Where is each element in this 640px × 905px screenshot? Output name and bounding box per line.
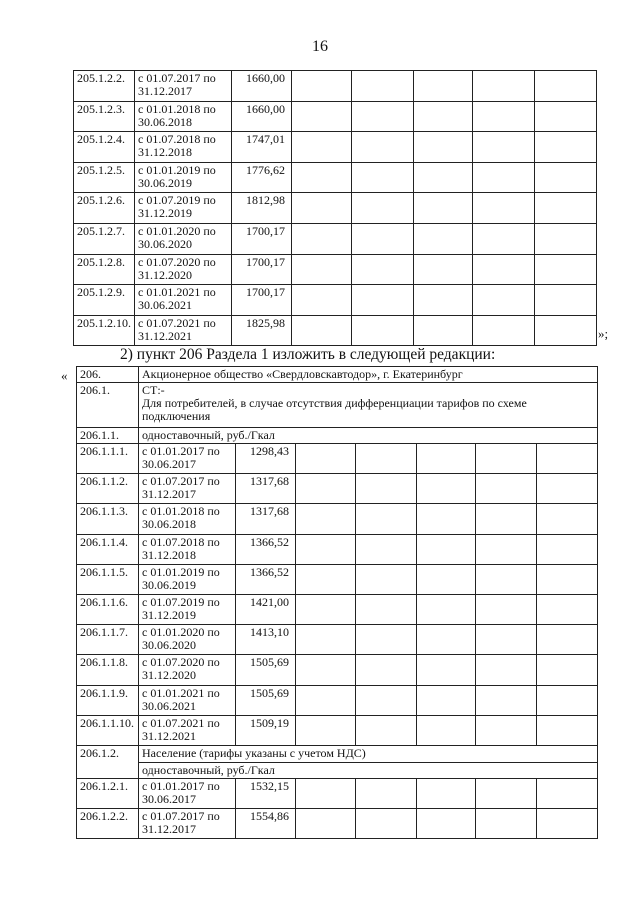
empty-cell bbox=[473, 193, 535, 224]
table-row bbox=[74, 101, 597, 132]
empty-cell bbox=[537, 778, 598, 808]
empty-cell bbox=[417, 625, 476, 655]
tariff-value: 1505,69 bbox=[236, 685, 296, 715]
tariff-table-206-body bbox=[77, 367, 598, 444]
empty-cell bbox=[296, 534, 356, 564]
table-row bbox=[77, 715, 598, 745]
row-code: 206.1.1.4. bbox=[77, 534, 139, 564]
empty-cell bbox=[356, 594, 417, 624]
table-row bbox=[74, 162, 597, 193]
empty-cell bbox=[476, 685, 537, 715]
empty-cell bbox=[476, 474, 537, 504]
empty-cell bbox=[292, 162, 352, 193]
table-row bbox=[77, 444, 598, 474]
empty-cell bbox=[356, 625, 417, 655]
empty-cell bbox=[476, 564, 537, 594]
tariff-group-label: СТ:- bbox=[142, 383, 165, 397]
empty-cell bbox=[417, 594, 476, 624]
empty-cell bbox=[476, 715, 537, 745]
empty-cell bbox=[356, 504, 417, 534]
empty-cell bbox=[535, 71, 597, 102]
empty-cell bbox=[414, 71, 473, 102]
empty-cell bbox=[356, 564, 417, 594]
empty-cell bbox=[535, 254, 597, 285]
closing-quote: »; bbox=[598, 326, 609, 341]
tariff-value: 1554,86 bbox=[236, 809, 296, 839]
empty-cell bbox=[292, 315, 352, 346]
table-row bbox=[74, 193, 597, 224]
empty-cell bbox=[473, 315, 535, 346]
population-label: Население (тарифы указаны с учетом НДС) bbox=[139, 746, 597, 763]
empty-cell bbox=[352, 101, 414, 132]
empty-cell bbox=[292, 101, 352, 132]
tariff-value: 1532,15 bbox=[236, 778, 296, 808]
empty-cell bbox=[414, 285, 473, 316]
empty-cell bbox=[537, 444, 598, 474]
tariff-value: 1317,68 bbox=[236, 474, 296, 504]
table-row bbox=[77, 474, 598, 504]
row-code: 206.1.1.8. bbox=[77, 655, 139, 685]
empty-cell bbox=[356, 534, 417, 564]
tariff-value: 1317,68 bbox=[236, 504, 296, 534]
empty-cell bbox=[417, 564, 476, 594]
row-code: 205.1.2.2. bbox=[74, 71, 135, 102]
empty-cell bbox=[292, 285, 352, 316]
empty-cell bbox=[476, 809, 537, 839]
section-206-1-2 bbox=[77, 745, 598, 778]
table-row bbox=[77, 809, 598, 839]
empty-cell bbox=[296, 809, 356, 839]
row-code: 205.1.2.6. bbox=[74, 193, 135, 224]
tariff-value: 1366,52 bbox=[236, 534, 296, 564]
empty-cell bbox=[296, 625, 356, 655]
tariff-value: 1421,00 bbox=[236, 594, 296, 624]
empty-cell bbox=[473, 71, 535, 102]
empty-cell bbox=[417, 534, 476, 564]
tariff-value: 1700,17 bbox=[232, 285, 292, 316]
empty-cell bbox=[537, 594, 598, 624]
row-code: 205.1.2.7. bbox=[74, 223, 135, 254]
period-cell: с 01.07.2017 по 31.12.2017 bbox=[135, 71, 232, 102]
table-row bbox=[74, 285, 597, 316]
tariff-value: 1509,19 bbox=[236, 715, 296, 745]
period-cell: с 01.01.2018 по 30.06.2018 bbox=[135, 101, 232, 132]
row-code: 206.1.1.5. bbox=[77, 564, 139, 594]
empty-cell bbox=[414, 193, 473, 224]
table-row bbox=[74, 223, 597, 254]
row-code: 205.1.2.10. bbox=[74, 315, 135, 346]
empty-cell bbox=[535, 223, 597, 254]
empty-cell bbox=[352, 223, 414, 254]
organization-name: Акционерное общество «Свердловскавтодор», г. Екатеринбург bbox=[139, 367, 598, 383]
tariff-table-205-body bbox=[74, 71, 597, 346]
empty-cell bbox=[352, 193, 414, 224]
row-code: 206.1.1.6. bbox=[77, 594, 139, 624]
row-code: 206.1.2.1. bbox=[77, 778, 139, 808]
table-row bbox=[77, 564, 598, 594]
empty-cell bbox=[414, 132, 473, 163]
table-row bbox=[77, 778, 598, 808]
empty-cell bbox=[537, 809, 598, 839]
empty-cell bbox=[296, 504, 356, 534]
empty-cell bbox=[473, 132, 535, 163]
period-cell: с 01.01.2019 по 30.06.2019 bbox=[139, 564, 236, 594]
period-cell: с 01.01.2021 по 30.06.2021 bbox=[135, 285, 232, 316]
empty-cell bbox=[476, 534, 537, 564]
empty-cell bbox=[537, 504, 598, 534]
period-cell: с 01.01.2017 по 30.06.2017 bbox=[139, 444, 236, 474]
tariff-table-205 bbox=[73, 70, 597, 346]
row-code: 206.1.2.2. bbox=[77, 809, 139, 839]
table-row-206-1 bbox=[77, 383, 598, 428]
tariff-value: 1298,43 bbox=[236, 444, 296, 474]
empty-cell bbox=[414, 223, 473, 254]
row-code: 206. bbox=[77, 367, 139, 383]
empty-cell bbox=[417, 715, 476, 745]
empty-cell bbox=[292, 193, 352, 224]
empty-cell bbox=[296, 778, 356, 808]
empty-cell bbox=[476, 655, 537, 685]
tariff-type: одноставочный, руб./Гкал bbox=[139, 428, 598, 444]
period-cell: с 01.01.2020 по 30.06.2020 bbox=[139, 625, 236, 655]
period-cell: с 01.07.2020 по 31.12.2020 bbox=[139, 655, 236, 685]
empty-cell bbox=[296, 594, 356, 624]
tariff-value: 1505,69 bbox=[236, 655, 296, 685]
empty-cell bbox=[537, 655, 598, 685]
period-cell: с 01.01.2020 по 30.06.2020 bbox=[135, 223, 232, 254]
empty-cell bbox=[476, 594, 537, 624]
row-code: 206.1.1. bbox=[77, 428, 139, 444]
table-row bbox=[77, 504, 598, 534]
empty-cell bbox=[473, 101, 535, 132]
table-row-206-1-2 bbox=[77, 745, 598, 778]
tariff-value: 1812,98 bbox=[232, 193, 292, 224]
tariff-table-206 bbox=[76, 366, 598, 839]
empty-cell bbox=[414, 315, 473, 346]
row-code: 206.1.1.1. bbox=[77, 444, 139, 474]
empty-cell bbox=[352, 285, 414, 316]
empty-cell bbox=[356, 685, 417, 715]
tariff-value: 1413,10 bbox=[236, 625, 296, 655]
empty-cell bbox=[535, 193, 597, 224]
empty-cell bbox=[473, 254, 535, 285]
empty-cell bbox=[417, 685, 476, 715]
empty-cell bbox=[296, 474, 356, 504]
empty-cell bbox=[352, 132, 414, 163]
table-row bbox=[74, 132, 597, 163]
empty-cell bbox=[535, 162, 597, 193]
period-cell: с 01.07.2018 по 31.12.2018 bbox=[135, 132, 232, 163]
empty-cell bbox=[476, 504, 537, 534]
tariff-value: 1660,00 bbox=[232, 101, 292, 132]
empty-cell bbox=[292, 223, 352, 254]
empty-cell bbox=[352, 162, 414, 193]
tariff-value: 1366,52 bbox=[236, 564, 296, 594]
empty-cell bbox=[356, 778, 417, 808]
period-cell: с 01.07.2020 по 31.12.2020 bbox=[135, 254, 232, 285]
empty-cell bbox=[537, 564, 598, 594]
empty-cell bbox=[292, 132, 352, 163]
amendment-instruction: 2) пункт 206 Раздела 1 изложить в следующей редакции: bbox=[120, 346, 496, 363]
empty-cell bbox=[296, 685, 356, 715]
table-row bbox=[77, 625, 598, 655]
period-cell: с 01.01.2018 по 30.06.2018 bbox=[139, 504, 236, 534]
tariff-group bbox=[139, 383, 598, 428]
tariff-value: 1700,17 bbox=[232, 254, 292, 285]
row-code: 206.1.1.3. bbox=[77, 504, 139, 534]
row-code: 206.1.1.10. bbox=[77, 715, 139, 745]
empty-cell bbox=[352, 71, 414, 102]
row-code: 205.1.2.5. bbox=[74, 162, 135, 193]
empty-cell bbox=[473, 223, 535, 254]
empty-cell bbox=[356, 809, 417, 839]
period-cell: с 01.07.2019 по 31.12.2019 bbox=[135, 193, 232, 224]
empty-cell bbox=[537, 534, 598, 564]
empty-cell bbox=[535, 101, 597, 132]
table-row bbox=[74, 315, 597, 346]
period-cell: с 01.07.2019 по 31.12.2019 bbox=[139, 594, 236, 624]
row-code: 206.1.2. bbox=[77, 745, 139, 778]
empty-cell bbox=[414, 101, 473, 132]
opening-quote: « bbox=[61, 368, 68, 383]
page-number: 16 bbox=[312, 38, 328, 55]
row-code: 205.1.2.8. bbox=[74, 254, 135, 285]
empty-cell bbox=[352, 315, 414, 346]
table-row-206 bbox=[77, 367, 598, 383]
table-row-206-1-1 bbox=[77, 428, 598, 444]
empty-cell bbox=[476, 625, 537, 655]
tariff-rows-206-1-1 bbox=[77, 444, 598, 746]
empty-cell bbox=[417, 504, 476, 534]
table-row bbox=[77, 655, 598, 685]
row-code: 205.1.2.9. bbox=[74, 285, 135, 316]
period-cell: с 01.07.2018 по 31.12.2018 bbox=[139, 534, 236, 564]
empty-cell bbox=[417, 444, 476, 474]
tariff-value: 1825,98 bbox=[232, 315, 292, 346]
empty-cell bbox=[417, 655, 476, 685]
row-code: 206.1.1.2. bbox=[77, 474, 139, 504]
empty-cell bbox=[537, 715, 598, 745]
table-row bbox=[74, 71, 597, 102]
period-cell: с 01.07.2017 по 31.12.2017 bbox=[139, 809, 236, 839]
empty-cell bbox=[473, 285, 535, 316]
tariff-value: 1747,01 bbox=[232, 132, 292, 163]
empty-cell bbox=[537, 474, 598, 504]
row-code: 206.1.1.9. bbox=[77, 685, 139, 715]
empty-cell bbox=[473, 162, 535, 193]
empty-cell bbox=[296, 564, 356, 594]
period-cell: с 01.07.2021 по 31.12.2021 bbox=[139, 715, 236, 745]
period-cell: с 01.07.2021 по 31.12.2021 bbox=[135, 315, 232, 346]
empty-cell bbox=[356, 715, 417, 745]
table-row bbox=[74, 254, 597, 285]
table-row bbox=[77, 685, 598, 715]
row-code: 205.1.2.3. bbox=[74, 101, 135, 132]
period-cell: с 01.01.2021 по 30.06.2021 bbox=[139, 685, 236, 715]
period-cell: с 01.01.2017 по 30.06.2017 bbox=[139, 778, 236, 808]
empty-cell bbox=[537, 625, 598, 655]
empty-cell bbox=[535, 315, 597, 346]
row-code: 206.1.1.7. bbox=[77, 625, 139, 655]
empty-cell bbox=[296, 444, 356, 474]
row-code: 205.1.2.4. bbox=[74, 132, 135, 163]
empty-cell bbox=[296, 715, 356, 745]
tariff-value: 1660,00 bbox=[232, 71, 292, 102]
tariff-group-description: Для потребителей, в случае отсутствия дифференциации тарифов по схеме подключения bbox=[142, 396, 527, 423]
period-cell: с 01.01.2019 по 30.06.2019 bbox=[135, 162, 232, 193]
empty-cell bbox=[414, 162, 473, 193]
empty-cell bbox=[417, 778, 476, 808]
empty-cell bbox=[476, 444, 537, 474]
period-cell: с 01.07.2017 по 31.12.2017 bbox=[139, 474, 236, 504]
empty-cell bbox=[356, 474, 417, 504]
tariff-value: 1776,62 bbox=[232, 162, 292, 193]
tariff-value: 1700,17 bbox=[232, 223, 292, 254]
row-code: 206.1. bbox=[77, 383, 139, 428]
table-row bbox=[77, 594, 598, 624]
empty-cell bbox=[417, 809, 476, 839]
empty-cell bbox=[535, 132, 597, 163]
empty-cell bbox=[292, 71, 352, 102]
population-group bbox=[139, 745, 598, 778]
population-tariff-type: одноставочный, руб./Гкал bbox=[142, 762, 275, 777]
empty-cell bbox=[417, 474, 476, 504]
empty-cell bbox=[535, 285, 597, 316]
table-row bbox=[77, 534, 598, 564]
empty-cell bbox=[356, 444, 417, 474]
tariff-rows-206-1-2 bbox=[77, 778, 598, 838]
empty-cell bbox=[414, 254, 473, 285]
empty-cell bbox=[476, 778, 537, 808]
empty-cell bbox=[356, 655, 417, 685]
empty-cell bbox=[352, 254, 414, 285]
empty-cell bbox=[537, 685, 598, 715]
empty-cell bbox=[292, 254, 352, 285]
empty-cell bbox=[296, 655, 356, 685]
